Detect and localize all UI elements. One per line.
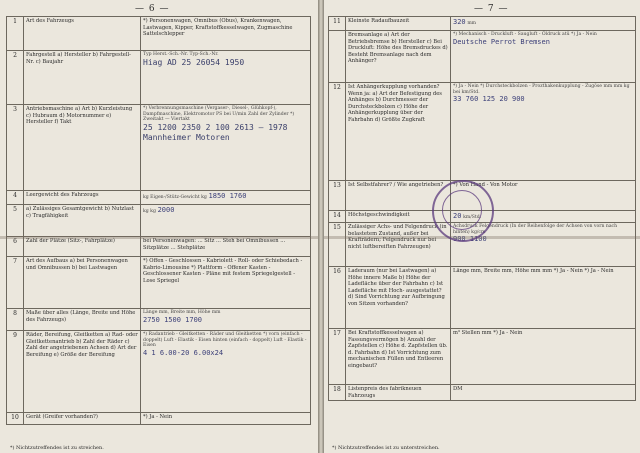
- page-number: — 6 —: [135, 4, 170, 14]
- row-content: *) Ja - Nein: [141, 413, 311, 425]
- row-label: Leergewicht des Fahrzeugs: [24, 191, 141, 205]
- left-page: [0, 0, 318, 453]
- row-content: *) Offen - Geschlossen - Kabriolett - Roll- oder Schiebedach - Kabrio-Limousine *) Plattform - Offener Kasten - Geschlossener Kasten - Pläne mit festem Spriegelgestell - Lose Spriegel: [141, 257, 311, 309]
- row-content: *) Personenwagen, Omnibus (Obus), Krankenwagen, Lastwagen, Kipper, Kraftstoffkesselwagen, Zugmaschine Sattelschlepper: [141, 17, 311, 51]
- row-label: Zulässiger Achs- und Felgendruck (in belastetem Zustand, außer bei Krafträdern; Felgendruck nur bei nicht luftbereiften Fahrzeugen): [346, 223, 451, 267]
- printed-text: Typ Herst.-Sch.-Nr. Typ-Sch.-Nr.: [143, 52, 219, 57]
- page-fold: [0, 236, 318, 239]
- table-row: [329, 329, 636, 385]
- row-label: Ist Anhängerkupplung vorhanden? Wenn ja: a) Art der Befestigung des Anhänges b) Durchmesser der Durchsteckbolzen c) Höhe der Anhängerkupplung über der Fahrbahn d) Größte Zugkraft: [346, 83, 451, 181]
- footnote: *) Nichtzutreffendes ist zu unterstreichen.: [332, 445, 440, 451]
- row-number: 8: [7, 309, 24, 331]
- row-content: Länge mm, Breite mm, Höhe mm mm *) Ja - Nein *) Ja - Nein: [451, 267, 636, 329]
- printed-text: Achsdruck Felgendruck (In der Reihenfolge der Achsen von vorn nach hinten) kg/cm: [453, 224, 618, 235]
- official-stamp: [432, 180, 494, 242]
- table-row: [7, 309, 311, 331]
- row-number: 11: [329, 17, 346, 31]
- table-row: [7, 51, 311, 105]
- printed-text: *) Verbrennungsmaschine (Vergaser-, Diesel-, Glühkopf-), Dampfmaschine, Elektromotor PS bei U/min Zahl der Zylinder *) Zweitakt — Viertakt: [143, 106, 295, 123]
- handwritten-value: 25 1200 2350 2 100 2613 — 1978 Mannheimer Motoren: [143, 123, 288, 143]
- row-number: 4: [7, 191, 24, 205]
- page-fold: [324, 236, 640, 239]
- table-row: [7, 331, 311, 413]
- table-row: [329, 31, 636, 83]
- row-number: 10: [7, 413, 24, 425]
- handwritten-value: 2000: [157, 206, 175, 214]
- printed-text: *) Mechanisch - Druckluft - Saugluft - Öldruck atü *) Ja - Nein: [453, 32, 597, 37]
- row-number: 1: [7, 17, 24, 51]
- row-content: [451, 83, 636, 181]
- row-number: 17: [329, 329, 346, 385]
- row-content: [141, 309, 311, 331]
- table-row: [7, 205, 311, 237]
- row-number: 18: [329, 385, 346, 401]
- handwritten-value: 4 1 6.00-20 6.00x24: [143, 349, 224, 358]
- printed-text: Länge mm, Breite mm, Höhe mm: [143, 310, 221, 315]
- row-number: 6: [7, 237, 24, 257]
- row-label: Kleinste Radaufbauzeit: [346, 17, 451, 31]
- row-number: [329, 31, 346, 83]
- handwritten-value: Deutsche Perrot Bremsen: [453, 37, 550, 46]
- row-label: Antriebsmaschine a) Art b) Kurzleistung c) Hubraum d) Motornummer e) Hersteller f) Takt: [24, 105, 141, 191]
- table-row: [7, 191, 311, 205]
- row-content: m³ Stellen mm *) Ja - Nein: [451, 329, 636, 385]
- row-content: [141, 105, 311, 191]
- row-label: Art des Fahrzeugs: [24, 17, 141, 51]
- row-content: bei Personenwagen: ... Sitz ... Steh bei Omnibussen ... Sitzplätze ... Stehplätze: [141, 237, 311, 257]
- printed-text: kg Eigen-/Stütz-Gewicht kg: [143, 195, 207, 200]
- printed-text: kg kg: [143, 209, 156, 214]
- table-row: [329, 17, 636, 31]
- handwritten-value: 320: [453, 18, 466, 26]
- stamp-inner-ring: [442, 190, 482, 230]
- row-content: [141, 51, 311, 105]
- row-label: Art des Aufbaus a) bei Personenwagen und Omnibussen b) bei Lastwagen: [24, 257, 141, 309]
- table-row: [7, 413, 311, 425]
- table-row: [7, 237, 311, 257]
- row-content: [141, 205, 311, 237]
- row-number: 16: [329, 267, 346, 329]
- row-label: Bei Kraftstoffkesselwagen a) Fassungsvermögen b) Anzahl der Zapfstellen c) Höhe d. Zapfstellen üb. d. Fahrbahn d) Ist Vorrichtung zum mechanischen Füllen und Entleeren eingebaut?: [346, 329, 451, 385]
- row-content: [451, 17, 636, 31]
- row-content: DM: [451, 385, 636, 401]
- row-number: 9: [7, 331, 24, 413]
- row-number: 7: [7, 257, 24, 309]
- handwritten-value: 900 1100: [453, 235, 487, 244]
- row-number: 13: [329, 181, 346, 211]
- table-row: [329, 267, 636, 329]
- handwritten-value: 2750 1500 1700: [143, 315, 203, 324]
- table-row: [329, 83, 636, 181]
- row-label: Zahl der Plätze (Sitz-, Fahrplätze): [24, 237, 141, 257]
- row-label: Höchstgeschwindigkeit: [346, 211, 451, 223]
- row-label: Ist Selbstfahrer? / Wie angetrieben?: [346, 181, 451, 211]
- handwritten-value: Hiag AD 25 26054 1950: [143, 57, 245, 67]
- row-label: Fahrgestell a) Hersteller b) Fahrgestell-Nr. c) Baujahr: [24, 51, 141, 105]
- handwritten-value: 33 760 125 20 900: [453, 95, 525, 104]
- printed-text: *) Ja - Nein *) Durchsteckbolzen - Prozthakenkupplung - Zugöse mm mm kg bei km/Std.: [453, 84, 630, 95]
- row-number: 3: [7, 105, 24, 191]
- page-number: — 7 —: [474, 4, 509, 14]
- handwritten-value: 20: [453, 212, 462, 220]
- row-label: Räder, Bereifung, Gleitketten a) Rad- oder Gleitkettenantrieb b) Zahl der Räder c) Zahl der angetriebenen Achsen d) Art der Bereifung e) Größe der Bereifung: [24, 331, 141, 413]
- table-row: [7, 105, 311, 191]
- table-row: [329, 385, 636, 401]
- row-label: Gerät (Greifer vorhanden?): [24, 413, 141, 425]
- row-label: Laderaum (nur bei Lastwagen) a) Höhe innere Maße b) Höhe der Ladefläche über der Fahrbahn c) Ist Ladefläche mit Hoch- ausgestattet? d) Sind Vorrichtung zur Aufbringung von Sitzen vorhanden?: [346, 267, 451, 329]
- row-content: [141, 331, 311, 413]
- printed-text: km/Std.: [463, 215, 482, 220]
- row-content: [451, 31, 636, 83]
- row-number: 12: [329, 83, 346, 181]
- table-row: [7, 17, 311, 51]
- printed-text: *) Radantrieb - Gleitketten - Räder und Gleitketten *) vorn (einfach - doppelt) Luft - Elastik - Eisen hinten (einfach - doppelt) Luft - Elastik - Eisen: [143, 332, 307, 349]
- row-content: *) Von Hand - Von Motor: [451, 181, 636, 211]
- table-row: [7, 257, 311, 309]
- row-label: Listenpreis des fabrikneuen Fahrzeugs: [346, 385, 451, 401]
- printed-text: mm: [467, 21, 477, 26]
- row-number: 15: [329, 223, 346, 267]
- row-number: 5: [7, 205, 24, 237]
- vehicle-data-table: [6, 16, 311, 425]
- row-number: 2: [7, 51, 24, 105]
- right-page: [324, 0, 640, 453]
- handwritten-value: 1850 1760: [208, 192, 247, 200]
- row-label: Bremsanlage a) Art der Betriebsbremse b) Hersteller c) Bei Druckluft: Höhe des Bremsdruckes d) Besteht Bremsanlage nach dem Anhänger?: [346, 31, 451, 83]
- row-label: a) Zulässiges Gesamtgewicht b) Nutzlast c) Tragfähigkeit: [24, 205, 141, 237]
- row-number: 14: [329, 211, 346, 223]
- row-label: Maße über alles (Länge, Breite und Höhe des Fahrzeugs): [24, 309, 141, 331]
- row-content: [141, 191, 311, 205]
- footnote: *) Nichtzutreffendes ist zu streichen.: [10, 445, 104, 451]
